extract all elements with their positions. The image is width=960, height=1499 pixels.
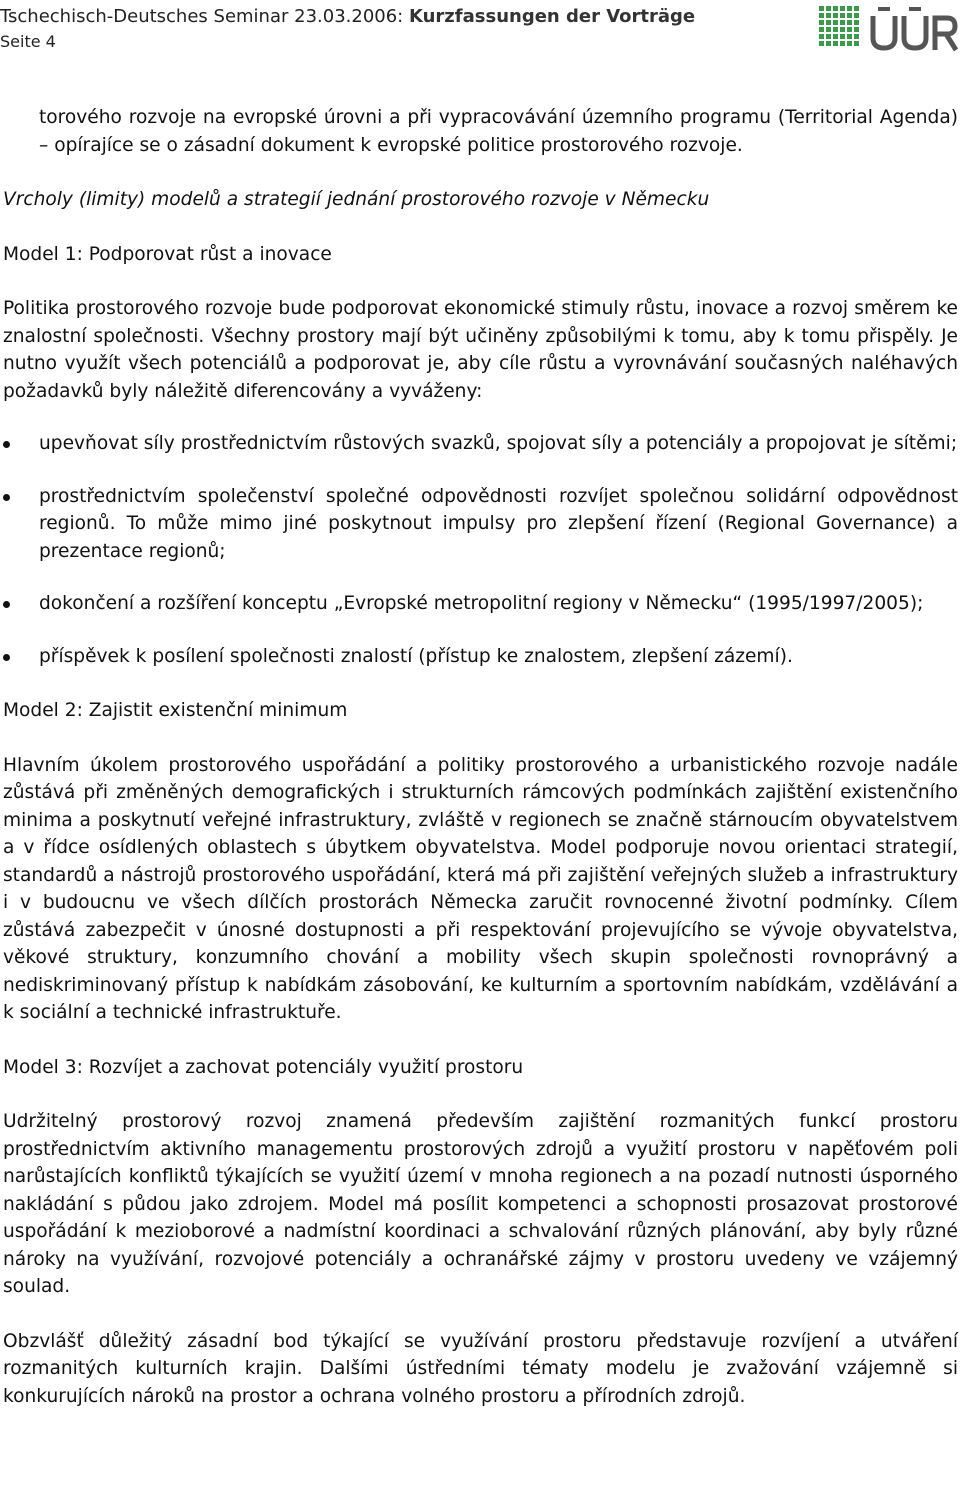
seminar-name: Tschechisch-Deutsches Seminar: [0, 6, 289, 27]
model3-paragraph-1: Udržitelný prostorový rozvoj znamená především zajištění rozmanitých funkcí prostoru prostřednictvím aktivního managementu prostorových zdrojů a využití prostoru v napěťovém poli narůstajících konfliktů týkajících se využití území v mnoha regionech a na pozadí nutnosti úsporného nakládání s půdou jako zdrojem. Model má posílit kompetenci a schopnosti prosazovat prostorové uspořádání k mezioborové a nadmístní koordinaci a schvalování různých plánování, aby byly různé nároky na využívání, rozvojové potenciály a ochranářské zájmy v prostoru uvedeny ve vzájemný soulad.: [3, 1111, 958, 1297]
list-item: příspěvek k posílení společnosti znalostí (přístup ke znalostem, zlepšení zázemí).: [3, 643, 958, 671]
logo-accents: [878, 7, 921, 11]
list-item: dokončení a rozšíření konceptu „Evropské metropolitní regiony v Německu“ (1995/1997/2005);: [3, 590, 958, 618]
header-title: [0, 6, 695, 28]
logo-lettering: [873, 16, 956, 50]
page-header: [0, 0, 960, 60]
list-item: prostřednictvím společenství společné odpovědnosti rozvíjet společnou solidární odpovědnost regionů. To může mimo jiné poskytnout impulsy pro zlepšení řízení (Regional Governance) a prezentace regionů;: [3, 483, 958, 566]
document-body: [3, 104, 958, 1410]
model1-bullet-list: [3, 430, 958, 670]
intro-paragraph: torového rozvoje na evropské úrovni a při vypracovávání územního programu (Territorial Agenda) – opírajíce se o zásadní dokument k evropské politice prostorového rozvoje.: [39, 107, 958, 156]
seminar-date: 23.03.2006:: [294, 6, 404, 27]
model2-paragraph: Hlavním úkolem prostorového uspořádání a politiky prostorového a urbanistického rozvoje nadále zůstává při změněných demografických i strukturních rámcových podmínkách zajištění existenčního minima a poskytnutí veřejné infrastruktury, zvláště v regionech se značně stárnoucím obyvatelstvem a v řídce osídlených oblastech s úbytkem obyvatelstva. Model podporuje novou orientaci strategií, standardů a nástrojů prostorového uspořádání, která má při zajištění veřejných služeb a infrastruktury i v budoucnu ve všech dílčích prostorách Německa zaručit rovnocenné životní podmínky. Cílem zůstává zabezpečit v únosné dostupnosti a při respektování projevujícího se vývoje obyvatelstva, věkové struktury, konzumního chování a mobility všech skupin společnosti rovnoprávný a nediskriminovaný přístup k nabídkám zásobování, ke kulturním a sportovním nabídkám, vzdělávání a k sociální a technické infrastruktuře.: [3, 754, 958, 1023]
model1-heading: Model 1: Podporovat růst a inovace: [3, 243, 332, 265]
model1-paragraph: Politika prostorového rozvoje bude podporovat ekonomické stimuly růstu, inovace a rozvoj směrem ke znalostní společnosti. Všechny prostory mají být učiněny způsobilými k tomu, aby k tomu přispěly. Je nutno využít všech potenciálů a podporovat je, aby cíle růstu a vyrovnávání současných naléhavých požadavků byly náležitě diferencovány a vyváženy:: [3, 298, 958, 402]
model3-paragraph-2: Obzvlášť důležitý zásadní bod týkající se využívání prostoru představuje rozvíjení a utváření rozmanitých kulturních krajin. Dalšími ústředními tématy modelu je zvažování vzájemně si konkurujících nároků na prostor a ochrana volného prostoru a přírodních zdrojů.: [3, 1330, 958, 1407]
header-subtitle: Kurzfassungen der Vorträge: [408, 6, 696, 27]
uur-logo: [817, 4, 960, 54]
section-heading: Vrcholy (limity) modelů a strategií jednání prostorového rozvoje v Německu: [3, 189, 710, 210]
model3-heading: Model 3: Rozvíjet a zachovat potenciály využití prostoru: [3, 1056, 524, 1078]
list-item: upevňovat síly prostřednictvím růstových svazků, spojovat síly a potenciály a propojovat je sítěmi;: [3, 430, 958, 458]
page-number: Seite 4: [0, 32, 56, 51]
logo-dot-grid: [819, 6, 859, 46]
uur-logo-graphic: [817, 4, 960, 54]
model2-heading: Model 2: Zajistit existenční minimum: [3, 700, 348, 721]
